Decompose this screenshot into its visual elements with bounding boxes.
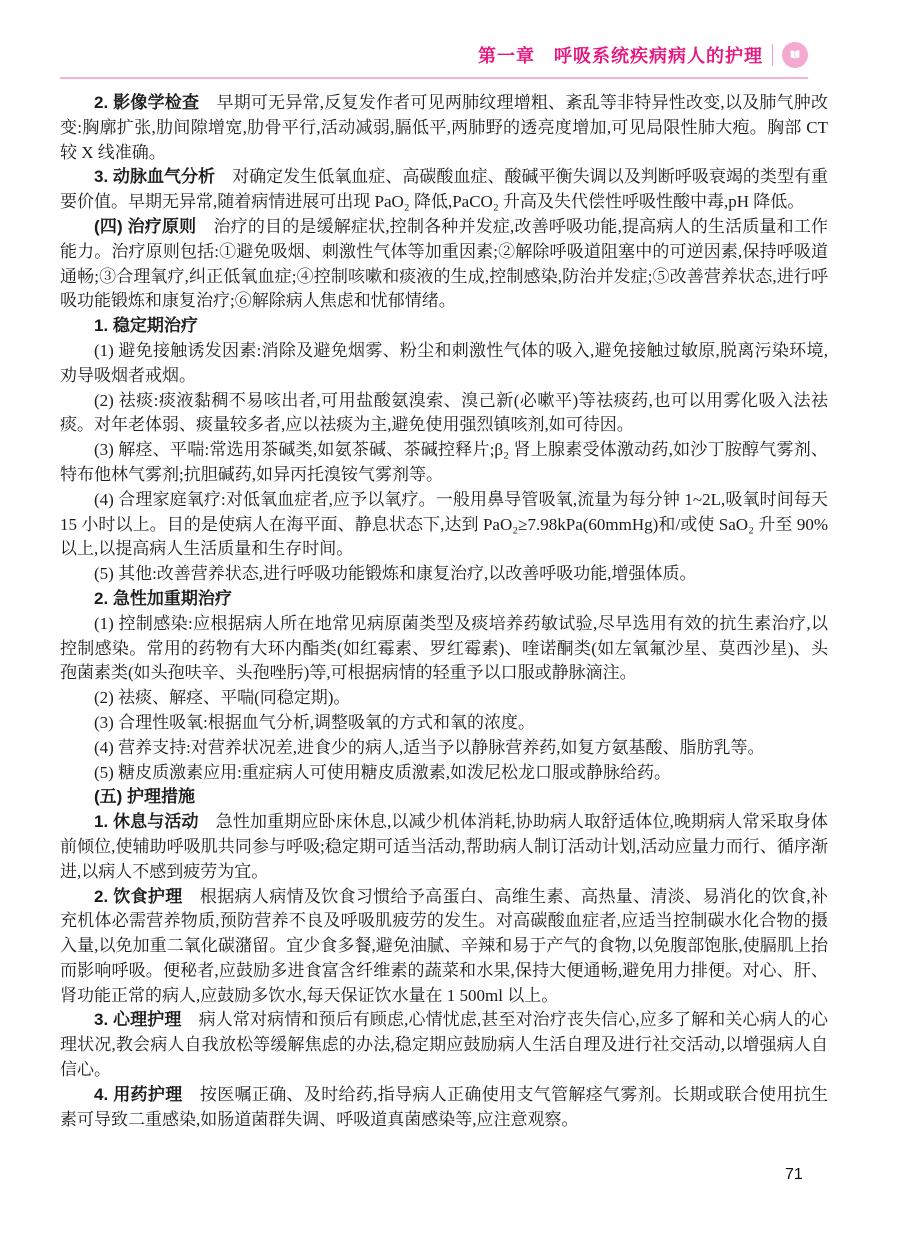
paragraph-lead: 2. 饮食护理 [94, 886, 183, 906]
paragraph [60, 711, 828, 736]
paragraph-lead: 3. 动脉血气分析 [94, 167, 216, 187]
paragraph [60, 612, 828, 686]
paragraph [60, 389, 828, 439]
chapter-title: 第一章 呼吸系统疾病病人的护理 [478, 46, 763, 66]
paragraph-text: (1) 避免接触诱发因素:消除及避免烟雾、粉尘和刺激性气体的吸入,避免接触过敏原,脱离污染环境,劝导吸烟者戒烟。 [60, 340, 828, 385]
paragraph-text: (4) 合理家庭氧疗:对低氧血症者,应予以氧疗。一般用鼻导管吸氧,流量为每分钟 1~2L,吸氧时间每天 15 小时以上。目的是使病人在海平面、静息状态下,达到 PaO₂≥7.98kPa(60mmHg)和/或使 SaO₂ 升至 90%以上,以提高病人生活质量和生存时间。 [60, 489, 828, 559]
paragraph [60, 736, 828, 761]
header-divider [772, 44, 773, 66]
paragraph-text: 对确定发生低氧血症、高碳酸血症、酸碱平衡失调以及判断呼吸衰竭的类型有重要价值。早期无异常,随着病情进展可出现 PaO₂ 降低,PaCO₂ 升高及失代偿性呼吸性酸中毒,pH 降低。 [60, 167, 829, 212]
paragraph-text: 早期可无异常,反复发作者可见两肺纹理增粗、紊乱等非特异性改变,以及肺气肿改变:胸廓扩张,肋间隙增宽,肋骨平行,活动减弱,膈低平,两肺野的透亮度增加,可见局限性肺大疱。胸部 CT 较 X 线准确。 [60, 93, 829, 162]
body-text [60, 91, 828, 1132]
running-header [60, 42, 808, 79]
paragraph [60, 1083, 828, 1133]
paragraph-text: (3) 合理性吸氧:根据血气分析,调整吸氧的方式和氧的浓度。 [94, 712, 536, 732]
paragraph [60, 761, 828, 786]
paragraph [60, 215, 828, 314]
paragraph [60, 810, 828, 884]
paragraph [60, 686, 828, 711]
section-heading [60, 587, 828, 612]
paragraph-lead: (五) 护理措施 [94, 787, 196, 807]
paragraph-text: 根据病人病情及饮食习惯给予高蛋白、高维生素、高热量、清淡、易消化的饮食,补充机体必需营养物质,预防营养不良及呼吸肌疲劳的发生。对高碳酸血症者,应适当控制碳水化合物的摄入量,以免加重二氧化碳潴留。宜少食多餐,避免油腻、辛辣和易于产气的食物,以免腹部饱胀,使膈肌上抬而影响呼吸。便秘者,应鼓励多进食富含纤维素的蔬菜和水果,保持大便通畅,避免用力排便。对心、肝、肾功能正常的病人,应鼓励多饮水,每天保证饮水量在 1 500ml 以上。 [60, 886, 829, 1005]
paragraph [60, 91, 828, 165]
paragraph-text: 急性加重期应卧床休息,以减少机体消耗,协助病人取舒适体位,晚期病人常采取身体前倾位,使辅助呼吸肌共同参与呼吸;稳定期可适当活动,帮助病人制订活动计划,活动应量力而行、循序渐进,以病人不感到疲劳为宜。 [60, 812, 829, 881]
paragraph [60, 339, 828, 389]
paragraph [60, 165, 828, 215]
page-number: 71 [785, 1166, 803, 1183]
paragraph-text: (3) 解痉、平喘:常选用茶碱类,如氨茶碱、茶碱控释片;β₂ 肾上腺素受体激动药,如沙丁胺醇气雾剂、特布他林气雾剂;抗胆碱药,如异丙托溴铵气雾剂等。 [60, 440, 828, 484]
paragraph-text: (5) 其他:改善营养状态,进行呼吸功能锻炼和康复治疗,以改善呼吸功能,增强体质。 [94, 564, 697, 584]
paragraph-text: (1) 控制感染:应根据病人所在地常见病原菌类型及痰培养药敏试验,尽早选用有效的抗生素治疗,以控制感染。常用的药物有大环内酯类(如红霉素、罗红霉素)、喹诺酮类(如左氧氟沙星、莫西沙星)、头孢菌素类(如头孢呋辛、头孢唑肟)等,可根据病情的轻重予以口服或静脉滴注。 [60, 613, 828, 683]
paragraph-text: (2) 祛痰、解痉、平喘(同稳定期)。 [94, 688, 351, 708]
section-heading [60, 314, 828, 339]
paragraph [60, 885, 828, 1009]
paragraph-lead: (四) 治疗原则 [94, 216, 197, 236]
paragraph [60, 488, 828, 562]
paragraph-text: 按医嘱正确、及时给药,指导病人正确使用支气管解痉气雾剂。长期或联合使用抗生素可导致二重感染,如肠道菌群失调、呼吸道真菌感染等,应注意观察。 [60, 1084, 829, 1129]
paragraph [60, 1008, 828, 1082]
paragraph-lead: 1. 稳定期治疗 [94, 316, 198, 336]
section-heading [60, 785, 828, 810]
paragraph-lead: 2. 急性加重期治疗 [94, 588, 232, 608]
paragraph [60, 562, 828, 587]
paragraph-text: (4) 营养支持:对营养状况差,进食少的病人,适当予以静脉营养药,如复方氨基酸、脂肪乳等。 [94, 737, 765, 757]
paragraph-lead: 3. 心理护理 [94, 1010, 182, 1030]
paragraph [60, 438, 828, 488]
paragraph-lead: 2. 影像学检查 [94, 93, 200, 112]
paragraph-text: (5) 糖皮质激素应用:重症病人可使用糖皮质激素,如泼尼松龙口服或静脉给药。 [94, 762, 672, 782]
paragraph-text: 治疗的目的是缓解症状,控制各种并发症,改善呼吸功能,提高病人的生活质量和工作能力。治疗原则包括:①避免吸烟、刺激性气体等加重因素;②解除呼吸道阻塞中的可逆因素,保持呼吸道通畅;③合理氧疗,纠正低氧血症;④控制咳嗽和痰液的生成,控制感染,防治并发症;⑤改善营养状态,进行呼吸功能锻炼和康复治疗;⑥解除病人焦虑和忧郁情绪。 [60, 216, 829, 311]
paragraph-lead: 4. 用药护理 [94, 1084, 183, 1104]
paragraph-lead: 1. 休息与活动 [94, 812, 199, 832]
paragraph-text: (2) 祛痰:痰液黏稠不易咳出者,可用盐酸氨溴索、溴己新(必嗽平)等祛痰药,也可以用雾化吸入法祛痰。对年老体弱、痰量较多者,应以祛痰为主,避免使用强烈镇咳剂,如可待因。 [60, 390, 828, 435]
open-book-icon [782, 42, 808, 68]
paragraph-text: 病人常对病情和预后有顾虑,心情忧虑,甚至对治疗丧失信心,应多了解和关心病人的心理状况,教会病人自我放松等缓解焦虑的办法,稳定期应鼓励病人生活自理及进行社交活动,以增强病人自信心。 [60, 1010, 829, 1080]
